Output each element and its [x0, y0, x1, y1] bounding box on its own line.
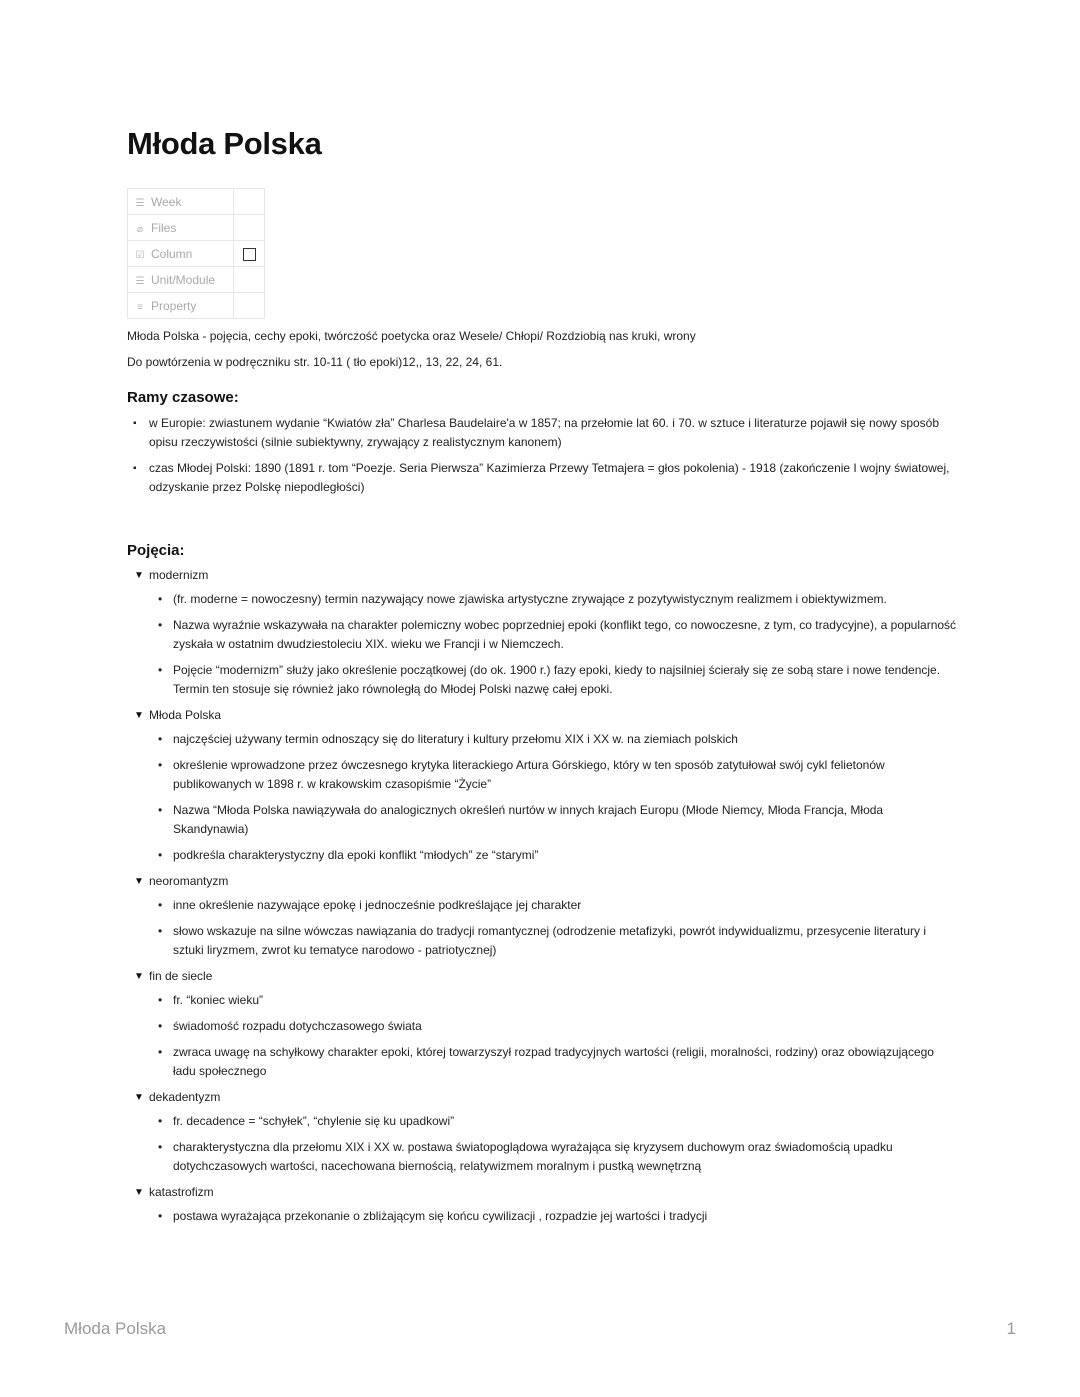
toggle-arrow-icon[interactable]: ▼ — [134, 570, 144, 581]
list-item: • określenie wprowadzone przez ówczesnego krytyka literackiego Artura Górskiego, który w ten sposób zatytułował swój cykl felietonów publikowanych w 1898 r. w krakowskim czasopiśmie “Życie” — [127, 756, 957, 794]
ramy-list-block — [127, 414, 957, 504]
list-item: ▪ czas Młodej Polski: 1890 (1891 r. tom “Poezje. Seria Pierwsza” Kazimierza Przewy Tetmajera = głos pokolenia) - 1918 (zakończenie I wojny światowej, odzyskanie przez Polskę niepodległości) — [127, 459, 957, 497]
toggle-katastrofizm[interactable] — [127, 1183, 957, 1202]
list-item: • słowo wskazuje na silne wówczas nawiązania do tradycji romantycznej (odrodzenie metafizyki, powrót indywidualizmu, przesycenie literatury i sztuki liryzmem, zwrot ku tematyce narodowo - patriotycznej) — [127, 922, 957, 960]
toggle-arrow-icon[interactable]: ▼ — [134, 876, 144, 887]
page-number: 1 — [1006, 1319, 1016, 1338]
list-icon: ☰ — [135, 275, 145, 287]
section-heading-ramy: Ramy czasowe: — [127, 389, 239, 406]
property-row-column[interactable] — [128, 241, 265, 267]
property-row-week[interactable] — [128, 189, 265, 215]
list-item: • świadomość rozpadu dotychczasowego świata — [127, 1017, 957, 1036]
list-item: • charakterystyczna dla przełomu XIX i XX w. postawa światopoglądowa wyrażająca się kryzysem duchowym oraz świadomością upadku dotychczasowych wartości, nacechowana biernością, relatywizmem moralnym i pustką wewnętrzną — [127, 1138, 957, 1176]
property-value[interactable] — [234, 189, 265, 215]
list-item: • postawa wyrażająca przekonanie o zbliżającym się końcu cywilizacji , rozpadzie jej wartości i tradycji — [127, 1207, 957, 1226]
ramy-list — [127, 414, 957, 497]
toggle-dekadentyzm[interactable] — [127, 1088, 957, 1107]
property-name: Property — [151, 298, 197, 313]
toggle-title: modernizm — [149, 568, 209, 582]
list-item: • (fr. moderne = nowoczesny) termin nazywający nowe zjawiska artystyczne zrywające z pozytywistycznym realizmem i obiektywizmem. — [127, 590, 957, 609]
toggle-content — [127, 1112, 957, 1176]
property-value[interactable] — [234, 293, 265, 319]
property-name: Files — [151, 220, 177, 235]
list-icon: ☰ — [135, 197, 145, 209]
list-item: • inne określenie nazywające epokę i jednocześnie podkreślające jej charakter — [127, 896, 957, 915]
pojecia-block — [127, 566, 957, 1233]
property-value[interactable] — [234, 267, 265, 293]
footer-title: Młoda Polska — [64, 1319, 167, 1338]
property-row-unit-module[interactable] — [128, 267, 265, 293]
toggle-title: neoromantyzm — [149, 874, 229, 888]
list-item: • Pojęcie “modernizm” służy jako określenie początkowej (do ok. 1900 r.) fazy epoki, kiedy to najsilniej ścierały się ze sobą stare i nowe tendencje. Termin ten stosuje się również jako równoległą do Młodej Polski nazwę całej epoki. — [127, 661, 957, 699]
paperclip-icon: ⌀ — [136, 223, 144, 235]
toggle-mloda-polska[interactable] — [127, 706, 957, 725]
list-item: • fr. decadence = “schyłek”, “chylenie się ku upadkowi” — [127, 1112, 957, 1131]
property-value[interactable] — [234, 215, 265, 241]
list-item: • podkreśla charakterystyczny dla epoki konflikt “młodych” ze “starymi” — [127, 846, 957, 865]
toggle-arrow-icon[interactable]: ▼ — [134, 1092, 144, 1103]
list-item: • fr. “koniec wieku” — [127, 991, 957, 1010]
list-item: • Nazwa wyraźnie wskazywała na charakter polemiczny wobec poprzedniej epoki (konflikt tego, co nowoczesne, z tym, co tradycyjne), a popularność zyskała w ostatnim dwudziestoleciu XIX. wieku we Francji i w Niemczech. — [127, 616, 957, 654]
checkbox-icon: ☑ — [135, 249, 145, 261]
toggle-arrow-icon[interactable]: ▼ — [134, 1187, 144, 1198]
list-item: ▪ w Europie: zwiastunem wydanie “Kwiatów zła” Charlesa Baudelaire'a w 1857; na przełomie lat 60. i 70. w sztuce i literaturze pojawił się nowy sposób opisu rzeczywistości (silnie subiektywny, zrywający z realistycznym kanonem) — [127, 414, 957, 452]
toggle-title: katastrofizm — [149, 1185, 214, 1199]
toggle-content — [127, 590, 957, 699]
intro-paragraph: Do powtórzenia w podręczniku str. 10-11 ( tło epoki)12,, 13, 22, 24, 61. — [127, 355, 503, 369]
intro-paragraph: Młoda Polska - pojęcia, cechy epoki, twórczość poetycka oraz Wesele/ Chłopi/ Rozdziobią nas kruki, wrony — [127, 329, 696, 343]
toggle-modernizm[interactable] — [127, 566, 957, 585]
toggle-content — [127, 730, 957, 865]
section-heading-pojecia: Pojęcia: — [127, 542, 185, 559]
property-name: Column — [151, 246, 193, 261]
properties-table — [127, 188, 265, 319]
toggle-content — [127, 1207, 957, 1226]
list-item: • Nazwa “Młoda Polska nawiązywała do analogicznych określeń nurtów w innych krajach Europu (Młode Niemcy, Młoda Francja, Młoda Skandynawia) — [127, 801, 957, 839]
toggle-title: Młoda Polska — [149, 708, 222, 722]
toggle-fin-de-siecle[interactable] — [127, 967, 957, 986]
list-item: • najczęściej używany termin odnoszący się do literatury i kultury przełomu XIX i XX w. na ziemiach polskich — [127, 730, 957, 749]
toggle-arrow-icon[interactable]: ▼ — [134, 710, 144, 721]
toggle-neoromantyzm[interactable] — [127, 872, 957, 891]
toggle-content — [127, 896, 957, 960]
property-row-files[interactable] — [128, 215, 265, 241]
toggle-title: dekadentyzm — [149, 1090, 221, 1104]
list-item: • zwraca uwagę na schyłkowy charakter epoki, której towarzyszył rozpad tradycyjnych wartości (religii, moralności, rodziny) oraz obowiązującego ładu społecznego — [127, 1043, 957, 1081]
text-icon: ≡ — [137, 301, 143, 313]
page-title: Młoda Polska — [127, 126, 322, 161]
toggle-content — [127, 991, 957, 1081]
property-name: Week — [151, 194, 182, 209]
toggle-arrow-icon[interactable]: ▼ — [134, 971, 144, 982]
property-name: Unit/Module — [151, 272, 216, 287]
property-row-property[interactable] — [128, 293, 265, 319]
toggle-title: fin de siecle — [149, 969, 213, 983]
column-checkbox[interactable] — [243, 248, 256, 261]
